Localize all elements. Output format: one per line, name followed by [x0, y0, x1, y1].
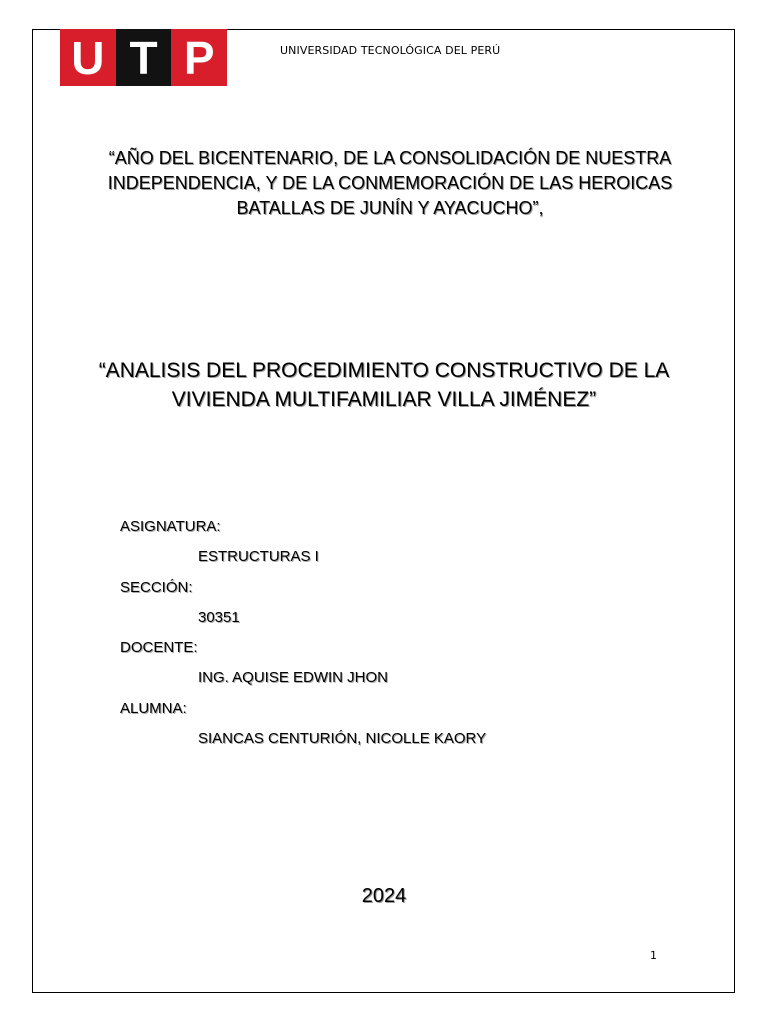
- university-name: UNIVERSIDAD TECNOLÓGICA DEL PERÚ: [280, 44, 501, 57]
- page-number: 1: [650, 949, 657, 962]
- motto-line-3: BATALLAS DE JUNÍN Y AYACUCHO”,: [236, 198, 544, 218]
- utp-logo: [60, 29, 227, 86]
- motto-line-2: INDEPENDENCIA, Y DE LA CONMEMORACIÓN DE LAS HEROICAS: [107, 173, 673, 193]
- subject-value: ESTRUCTURAS I: [198, 548, 319, 566]
- logo-letter-t: T: [116, 29, 172, 86]
- logo-letter-p: P: [171, 29, 227, 86]
- motto-line-1: “AÑO DEL BICENTENARIO, DE LA CONSOLIDACIÓN DE NUESTRA: [108, 148, 672, 168]
- section-value: 30351: [198, 608, 240, 626]
- title-line-1: “ANALISIS DEL PROCEDIMIENTO CONSTRUCTIVO DE LA: [98, 359, 670, 382]
- student-label: ALUMNA:: [120, 699, 187, 717]
- course-info: [120, 512, 486, 754]
- teacher-label: DOCENTE:: [120, 639, 198, 657]
- logo-letter-u: U: [60, 29, 116, 86]
- year-motto: [80, 146, 700, 221]
- title-line-2: VIVIENDA MULTIFAMILIAR VILLA JIMÉNEZ”: [171, 388, 597, 411]
- section-label: SECCIÓN:: [120, 578, 193, 596]
- student-value: SIANCAS CENTURIÓN, NICOLLE KAORY: [198, 730, 487, 748]
- teacher-value: ING. AQUISE EDWIN JHON: [198, 669, 389, 687]
- document-title: [70, 356, 698, 414]
- subject-label: ASIGNATURA:: [120, 518, 221, 535]
- document-year: 2024: [361, 885, 407, 907]
